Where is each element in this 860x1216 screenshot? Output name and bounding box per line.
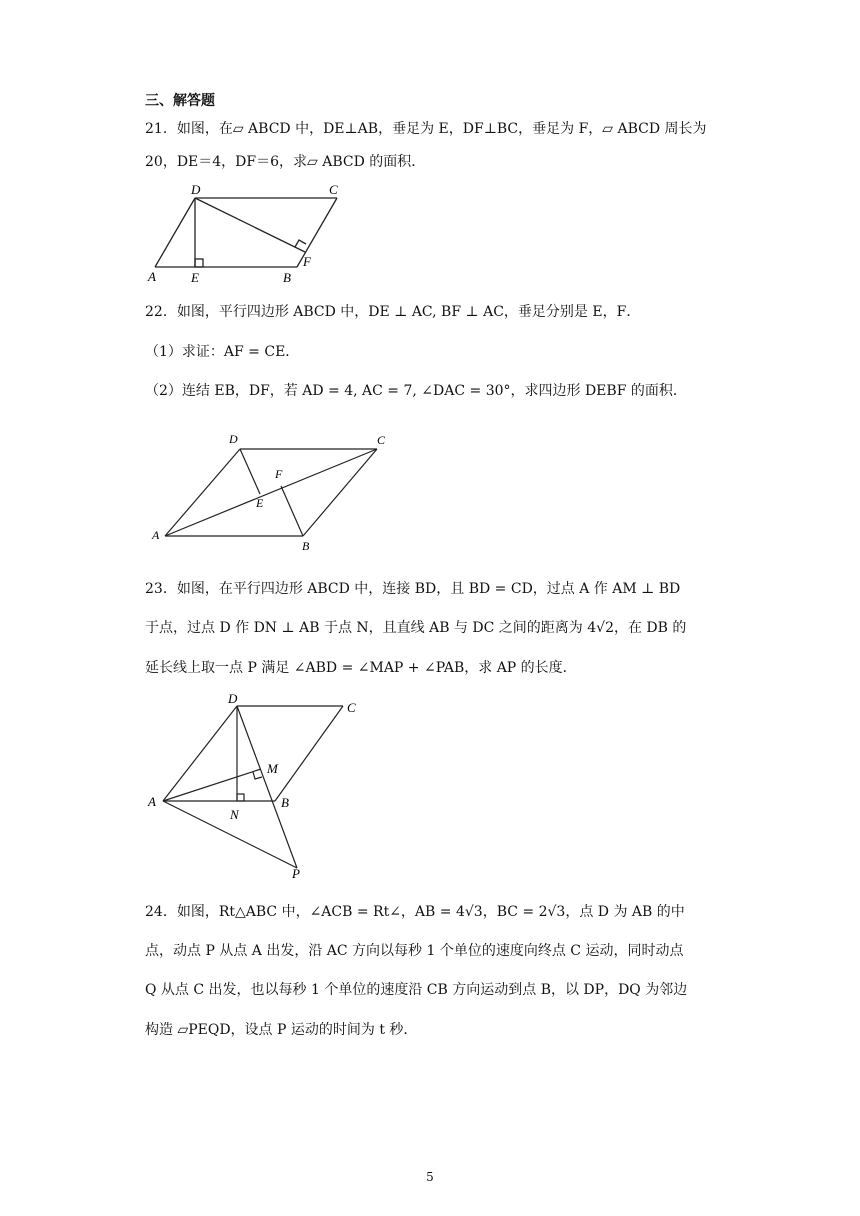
section-title: 三、解答题	[145, 93, 215, 109]
q23-label-C: C	[347, 700, 356, 715]
q23-label-M: M	[267, 761, 278, 776]
page-number: 5	[426, 1170, 434, 1184]
q23-label-B: B	[281, 795, 289, 810]
q22-line-3: （2）连结 EB，DF，若 AD = 4, AC = 7, ∠DAC = 30°，求四边形 DEBF 的面积．	[145, 383, 687, 399]
q21-label-C: C	[329, 182, 338, 197]
q23-line-1: 23．如图，在平行四边形 ABCD 中，连接 BD，且 BD = CD，过点 A 作 AM ⊥ BD	[145, 581, 681, 597]
q22-label-A: A	[152, 528, 160, 542]
q24-line-1: 24．如图，Rt△ABC 中，∠ACB = Rt∠，AB = 4√3，BC = 2√3，点 D 为 AB 的中	[145, 904, 685, 920]
q24-line-3: Q 从点 C 出发，也以每秒 1 个单位的速度沿 CB 方向运动到点 B，以 DP，DQ 为邻边	[145, 982, 688, 998]
q23-label-P: P	[292, 866, 300, 880]
q23-label-A: A	[148, 794, 156, 809]
q21-line-1: 21．如图，在▱ ABCD 中，DE⊥AB，垂足为 E，DF⊥BC，垂足为 F，▱ ABCD 周长为	[145, 121, 707, 137]
q23-line-2: 于点，过点 D 作 DN ⊥ AB 于点 N，且直线 AB 与 DC 之间的距离为 4√2，在 DB 的	[145, 620, 687, 636]
q23-label-N: N	[230, 807, 239, 822]
q22-label-B: B	[302, 539, 310, 553]
q21-label-A: A	[148, 269, 156, 284]
q22-label-E: E	[256, 496, 264, 510]
q21-label-B: B	[283, 270, 291, 285]
q22-figure	[145, 425, 395, 559]
q22-label-F: F	[275, 467, 283, 481]
q21-line-2: 20，DE＝4，DF＝6，求▱ ABCD 的面积．	[145, 154, 426, 170]
q22-line-2: （1）求证：AF = CE．	[145, 344, 300, 360]
q23-label-D: D	[228, 691, 238, 706]
q22-line-1: 22．如图，平行四边形 ABCD 中，DE ⊥ AC, BF ⊥ AC，垂足分别是 E，F．	[145, 304, 641, 320]
q21-label-E: E	[191, 270, 199, 285]
q24-line-2: 点，动点 P 从点 A 出发，沿 AC 方向以每秒 1 个单位的速度向终点 C 运动，同时动点	[145, 943, 684, 959]
q21-label-F: F	[303, 254, 311, 269]
q21-figure	[145, 180, 345, 289]
q21-label-D: D	[191, 182, 201, 197]
q22-label-C: C	[377, 433, 386, 447]
q22-label-D: D	[229, 432, 238, 446]
q23-line-3: 延长线上取一点 P 满足 ∠ABD = ∠MAP + ∠PAB，求 AP 的长度．	[145, 660, 577, 676]
q24-line-4: 构造 ▱PEQD，设点 P 运动的时间为 t 秒．	[145, 1022, 418, 1038]
q23-figure	[140, 690, 380, 884]
